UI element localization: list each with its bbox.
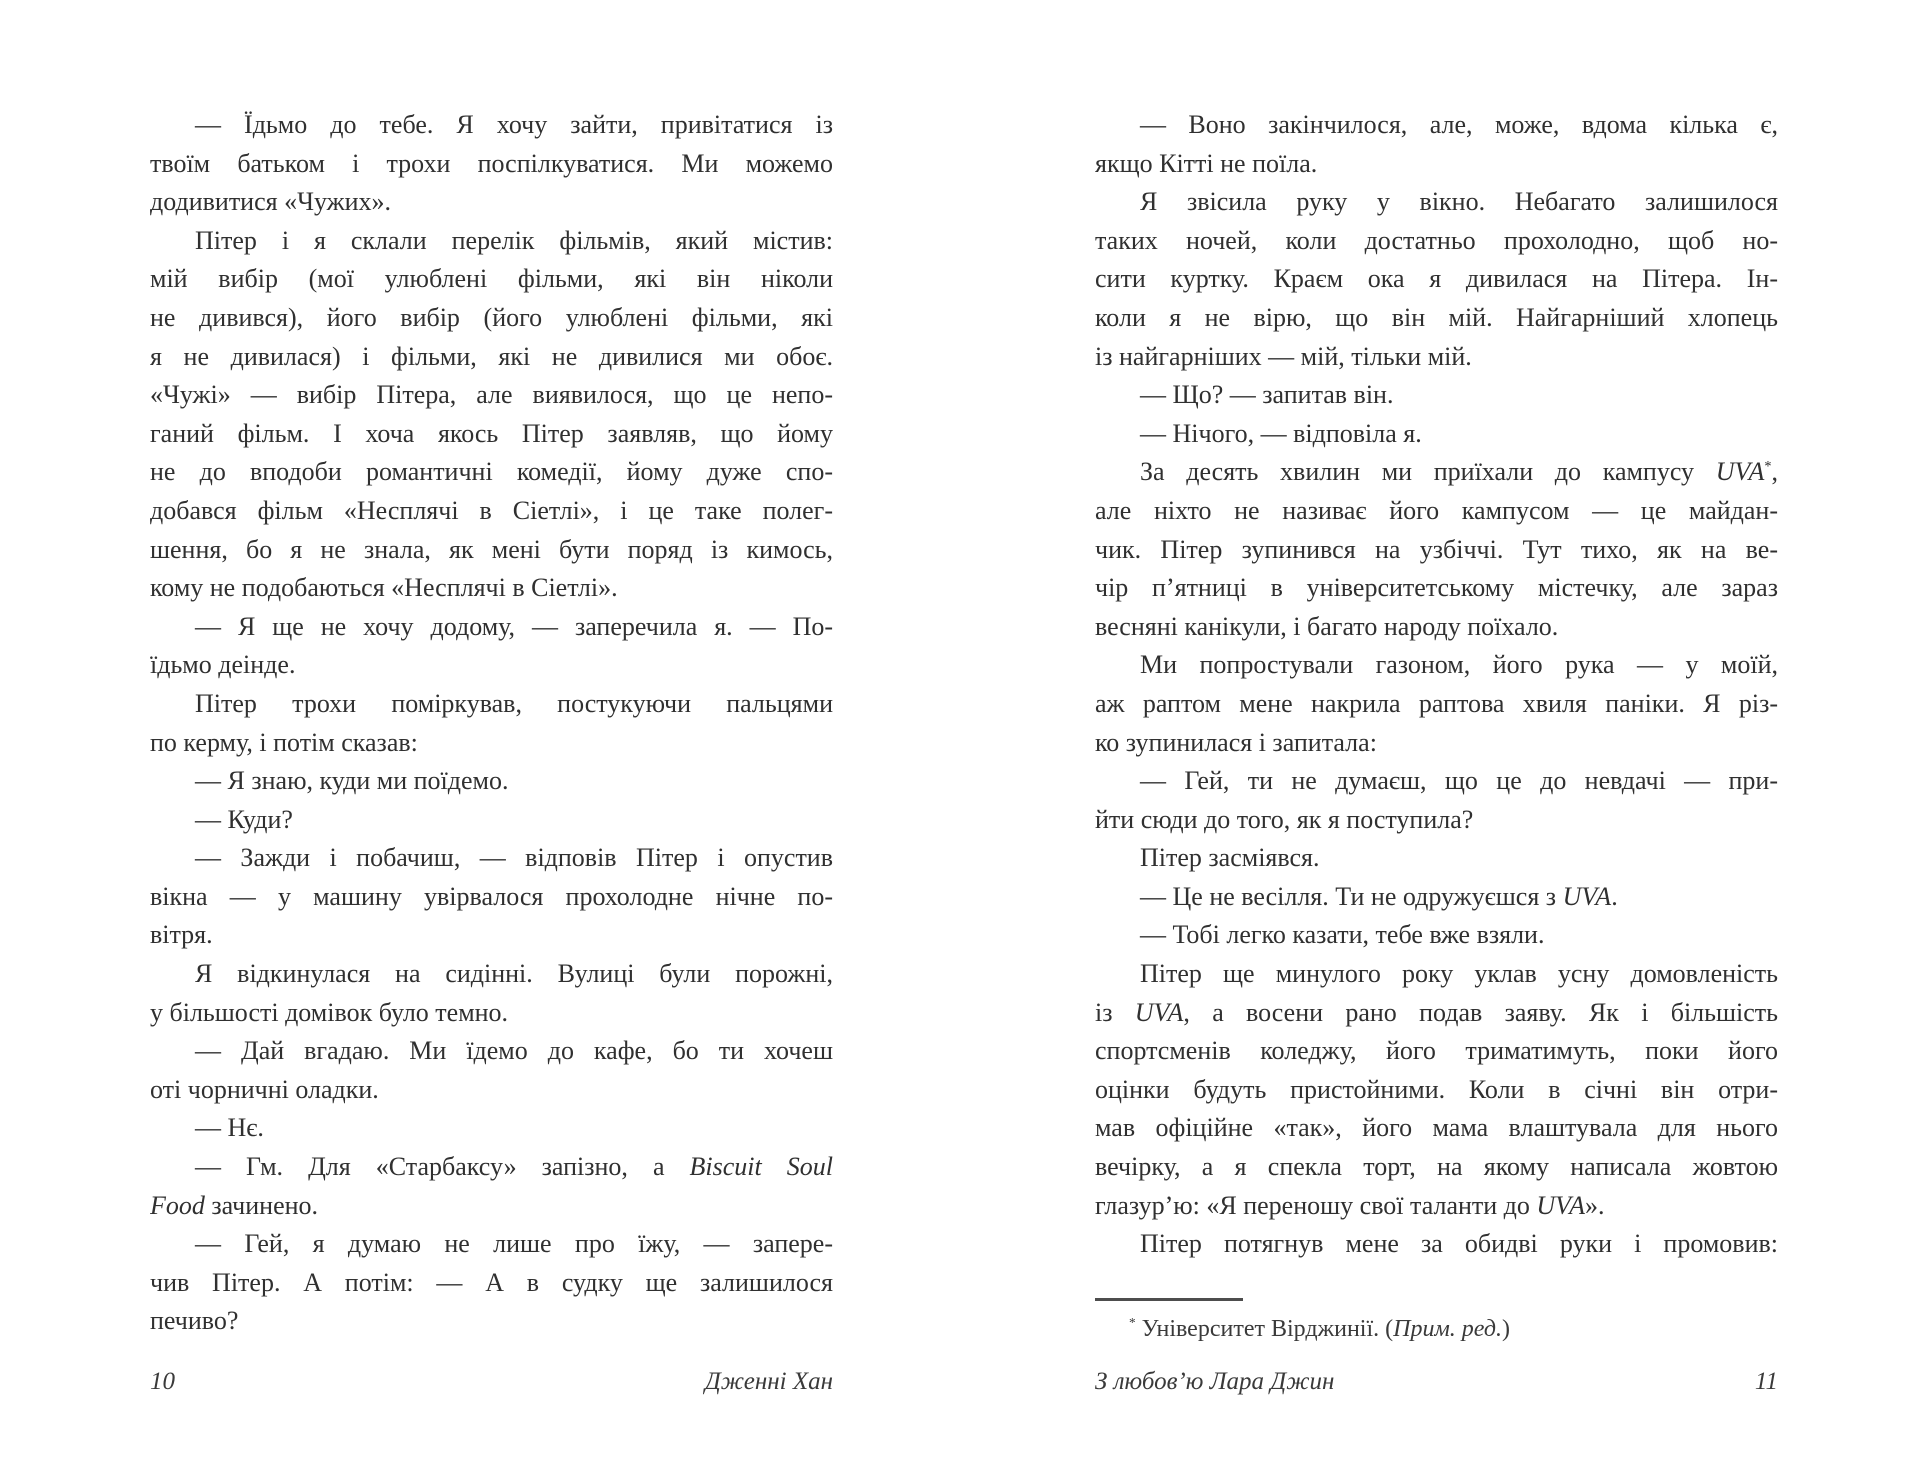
text-run: весняні канікули, і багато народу поїхало. bbox=[1095, 611, 1559, 641]
text-line bbox=[150, 724, 833, 763]
text-run: вітря. bbox=[150, 920, 213, 950]
text-line bbox=[150, 531, 833, 570]
text-line bbox=[150, 415, 833, 454]
text-line bbox=[150, 1264, 833, 1303]
text-line bbox=[1095, 646, 1778, 685]
text-run: спортсменів коледжу, його триматимуть, поки його bbox=[1095, 1036, 1778, 1066]
text-line bbox=[150, 878, 833, 917]
paragraph bbox=[1095, 955, 1778, 1225]
footnote bbox=[1095, 1313, 1778, 1345]
text-line bbox=[150, 685, 833, 724]
text-line bbox=[150, 1187, 833, 1226]
text-run: Університет Вірджинії. ( bbox=[1135, 1316, 1394, 1342]
text-line bbox=[150, 762, 833, 801]
text-line bbox=[150, 801, 833, 840]
text-line bbox=[150, 260, 833, 299]
text-line bbox=[1095, 762, 1778, 801]
text-line bbox=[1095, 299, 1778, 338]
paragraph bbox=[150, 955, 833, 1032]
text-line bbox=[1095, 569, 1778, 608]
text-line bbox=[150, 994, 833, 1033]
text-run: Пітер засміявся. bbox=[1140, 843, 1320, 873]
paragraph bbox=[1095, 1225, 1778, 1264]
text-line bbox=[1095, 1225, 1778, 1264]
text-line bbox=[1095, 1109, 1778, 1148]
text-line bbox=[1095, 453, 1778, 492]
text-run: твоїм батьком і трохи поспілкуватися. Ми можемо bbox=[150, 148, 833, 178]
paragraph bbox=[1095, 839, 1778, 878]
text-run: але ніхто не називає його кампусом — це майдан- bbox=[1095, 495, 1778, 525]
paragraph bbox=[150, 762, 833, 801]
text-line bbox=[1095, 994, 1778, 1033]
paragraph bbox=[150, 839, 833, 955]
text-line bbox=[150, 222, 833, 261]
text-run: За десять хвилин ми приїхали до кампусу bbox=[1140, 457, 1716, 487]
text-run: Я відкинулася на сидінні. Вулиці були порожні, bbox=[195, 959, 833, 989]
text-line bbox=[1095, 531, 1778, 570]
text-run: — Я ще не хочу додому, — заперечила я. — По- bbox=[195, 611, 833, 641]
text-run: Пітер і я склали перелік фільмів, який містив: bbox=[195, 225, 833, 255]
text-line bbox=[150, 569, 833, 608]
page-number: 10 bbox=[150, 1368, 175, 1395]
text-run: ) bbox=[1501, 1316, 1510, 1342]
text-run: кому не подобаються «Несплячі в Сіетлі». bbox=[150, 573, 618, 603]
paragraph bbox=[1095, 415, 1778, 454]
paragraph bbox=[150, 685, 833, 762]
italic-text: Biscuit Soul bbox=[689, 1152, 833, 1182]
text-run: Я звісила руку у вікно. Небагато залишилося bbox=[1140, 187, 1778, 217]
text-run: ганий фільм. І хоча якось Пітер заявляв, що йому bbox=[150, 418, 833, 448]
text-line bbox=[1095, 222, 1778, 261]
paragraph bbox=[150, 1109, 833, 1148]
text-line bbox=[1095, 1187, 1778, 1226]
footnote-marker: * bbox=[1129, 1315, 1136, 1330]
text-run: — Що? — запитав він. bbox=[1140, 380, 1394, 410]
text-line bbox=[1095, 260, 1778, 299]
footnote-rule bbox=[1095, 1298, 1243, 1301]
text-run: сити куртку. Краєм ока я дивилася на Пітера. Ін- bbox=[1095, 264, 1778, 294]
text-run: — Гей, ти не думаєш, що це до невдачі — при- bbox=[1140, 766, 1778, 796]
text-line bbox=[1095, 1071, 1778, 1110]
text-line bbox=[150, 839, 833, 878]
paragraph bbox=[150, 608, 833, 685]
italic-text: Food bbox=[150, 1190, 205, 1220]
text-run: — Гм. Для «Старбаксу» запізно, а bbox=[195, 1152, 690, 1182]
text-run: оті чорничні оладки. bbox=[150, 1074, 379, 1104]
text-run: зачинено. bbox=[204, 1190, 319, 1220]
text-run: Пітер ще минулого року уклав усну домовленість bbox=[1140, 959, 1778, 989]
paragraph bbox=[1095, 878, 1778, 917]
text-line bbox=[150, 1148, 833, 1187]
text-run: чір п’ятниці в університетському містечку, але зараз bbox=[1095, 573, 1778, 603]
text-run: — Гей, я думаю не лише про їжу, — запере- bbox=[195, 1229, 833, 1259]
text-run: аж раптом мене накрила раптова хвиля паніки. Я різ- bbox=[1095, 688, 1778, 718]
text-run: вікна — у машину увірвалося прохолодне нічне по- bbox=[150, 881, 833, 911]
text-line bbox=[1095, 685, 1778, 724]
paragraph bbox=[1095, 646, 1778, 762]
text-run: . bbox=[1611, 881, 1618, 911]
text-line bbox=[150, 955, 833, 994]
text-run: — Куди? bbox=[195, 804, 293, 834]
text-run: шення, бо я не знала, як мені бути поряд із кимось, bbox=[150, 534, 833, 564]
page-number: 11 bbox=[1754, 1368, 1778, 1395]
paragraph bbox=[1095, 762, 1778, 839]
text-run: — Це не весілля. Ти не одружуєшся з bbox=[1140, 881, 1563, 911]
text-line bbox=[1095, 916, 1778, 955]
text-line bbox=[1095, 415, 1778, 454]
text-run: ко зупинилася і запитала: bbox=[1095, 727, 1377, 757]
paragraph bbox=[150, 222, 833, 608]
italic-text: UVA bbox=[1536, 1190, 1586, 1220]
paragraph bbox=[150, 801, 833, 840]
text-run: добався фільм «Несплячі в Сіетлі», і це таке полег- bbox=[150, 495, 833, 525]
text-run: вечірку, а я спекла торт, на якому написала жовтою bbox=[1095, 1152, 1778, 1182]
text-line bbox=[1095, 801, 1778, 840]
paragraph bbox=[1095, 916, 1778, 955]
text-line bbox=[1095, 1148, 1778, 1187]
text-line bbox=[150, 145, 833, 184]
text-run: чив Пітер. А потім: — А в судку ще залишилося bbox=[150, 1267, 833, 1297]
text-run: ». bbox=[1585, 1190, 1605, 1220]
text-line bbox=[150, 1302, 833, 1341]
text-line bbox=[150, 492, 833, 531]
text-line bbox=[150, 646, 833, 685]
text-run: мав офіційне «так», його мама влаштувала для нього bbox=[1095, 1113, 1778, 1143]
text-run: не дивився), його вибір (його улюблені фільми, які bbox=[150, 302, 833, 332]
text-run: їдьмо деінде. bbox=[150, 650, 296, 680]
paragraph bbox=[1095, 183, 1778, 376]
text-line bbox=[150, 453, 833, 492]
text-run: Ми попростували газоном, його рука — у моїй, bbox=[1140, 650, 1778, 680]
paragraph bbox=[150, 106, 833, 222]
text-line bbox=[1095, 376, 1778, 415]
italic-text: UVA bbox=[1715, 457, 1765, 487]
text-run: — Я знаю, куди ми поїдемо. bbox=[195, 766, 509, 796]
text-line bbox=[1095, 724, 1778, 763]
paragraph bbox=[1095, 453, 1778, 646]
page-right-text-block bbox=[1095, 106, 1778, 1264]
text-run: — Їдьмо до тебе. Я хочу зайти, привітатися із bbox=[195, 110, 833, 139]
text-line bbox=[150, 106, 833, 145]
text-run: по керму, і потім сказав: bbox=[150, 727, 418, 757]
paragraph bbox=[150, 1032, 833, 1109]
text-run: оцінки будуть пристойними. Коли в січні він отри- bbox=[1095, 1074, 1778, 1104]
text-run: із bbox=[1095, 997, 1135, 1027]
paragraph bbox=[1095, 106, 1778, 183]
text-line bbox=[150, 1071, 833, 1110]
text-line bbox=[1095, 1032, 1778, 1071]
page-left-text-block bbox=[150, 106, 833, 1341]
italic-text: Прим. ред. bbox=[1393, 1316, 1502, 1342]
text-line bbox=[1095, 839, 1778, 878]
text-run: — Воно закінчилося, але, може, вдома кілька є, bbox=[1140, 110, 1778, 139]
text-run: я не дивилася) і фільми, які не дивилися ми обоє. bbox=[150, 341, 833, 371]
text-run: , а восени рано подав заяву. Як і більшість bbox=[1183, 997, 1778, 1027]
text-run: — Зажди і побачиш, — відповів Пітер і опустив bbox=[195, 843, 833, 873]
text-run: із найгарніших — мій, тільки мій. bbox=[1095, 341, 1472, 371]
text-line bbox=[150, 1032, 833, 1071]
text-run: йти сюди до того, як я поступила? bbox=[1095, 804, 1474, 834]
text-run: Пітер потягнув мене за обидві руки і промовив: bbox=[1140, 1229, 1778, 1259]
text-line bbox=[1095, 492, 1778, 531]
text-line bbox=[1095, 1313, 1778, 1345]
text-run: у більшості домівок було темно. bbox=[150, 997, 509, 1027]
text-line bbox=[150, 608, 833, 647]
text-line bbox=[150, 376, 833, 415]
paragraph bbox=[150, 1148, 833, 1225]
text-line bbox=[150, 338, 833, 377]
text-line bbox=[150, 183, 833, 222]
text-run: мій вибір (мої улюблені фільми, які він ніколи bbox=[150, 264, 833, 294]
text-run: «Чужі» — вибір Пітера, але виявилося, що це непо- bbox=[150, 380, 833, 410]
text-line bbox=[1095, 183, 1778, 222]
text-line bbox=[150, 1225, 833, 1264]
text-run: — Нічого, — відповіла я. bbox=[1140, 418, 1422, 448]
text-line bbox=[1095, 145, 1778, 184]
text-run: Пітер трохи поміркував, постукуючи пальцями bbox=[195, 688, 833, 718]
text-run: , bbox=[1771, 457, 1778, 487]
text-run: коли я не вірю, що він мій. Найгарніший хлопець bbox=[1095, 302, 1778, 332]
italic-text: UVA bbox=[1134, 997, 1184, 1027]
page-left-footer bbox=[150, 1368, 833, 1396]
italic-text: UVA bbox=[1562, 881, 1612, 911]
footnote-marker: * bbox=[1764, 458, 1772, 475]
text-line bbox=[150, 1109, 833, 1148]
text-run: якщо Кітті не поїла. bbox=[1095, 148, 1318, 178]
running-title-author: Дженні Хан bbox=[704, 1368, 833, 1395]
text-run: додивитися «Чужих». bbox=[150, 187, 392, 217]
text-run: не до вподоби романтичні комедії, йому дуже спо- bbox=[150, 457, 833, 487]
text-run: чик. Пітер зупинився на узбіччі. Тут тихо, як на ве- bbox=[1095, 534, 1778, 564]
text-run: — Тобі легко казати, тебе вже взяли. bbox=[1140, 920, 1545, 950]
text-line bbox=[1095, 106, 1778, 145]
text-line bbox=[1095, 878, 1778, 917]
text-run: — Нє. bbox=[195, 1113, 264, 1143]
running-title-book: З любов’ю Лара Джин bbox=[1095, 1368, 1335, 1395]
text-line bbox=[1095, 608, 1778, 647]
text-run: таких ночей, коли достатньо прохолодно, щоб но- bbox=[1095, 225, 1778, 255]
text-run: — Дай вгадаю. Ми їдемо до кафе, бо ти хочеш bbox=[195, 1036, 833, 1066]
text-line bbox=[1095, 338, 1778, 377]
paragraph bbox=[1095, 376, 1778, 415]
text-run: глазур’ю: «Я переношу свої таланти до bbox=[1095, 1190, 1537, 1220]
text-run: печиво? bbox=[150, 1306, 239, 1336]
text-line bbox=[150, 299, 833, 338]
text-line bbox=[1095, 955, 1778, 994]
paragraph bbox=[150, 1225, 833, 1341]
page-right-footer bbox=[1095, 1368, 1778, 1396]
text-line bbox=[150, 916, 833, 955]
